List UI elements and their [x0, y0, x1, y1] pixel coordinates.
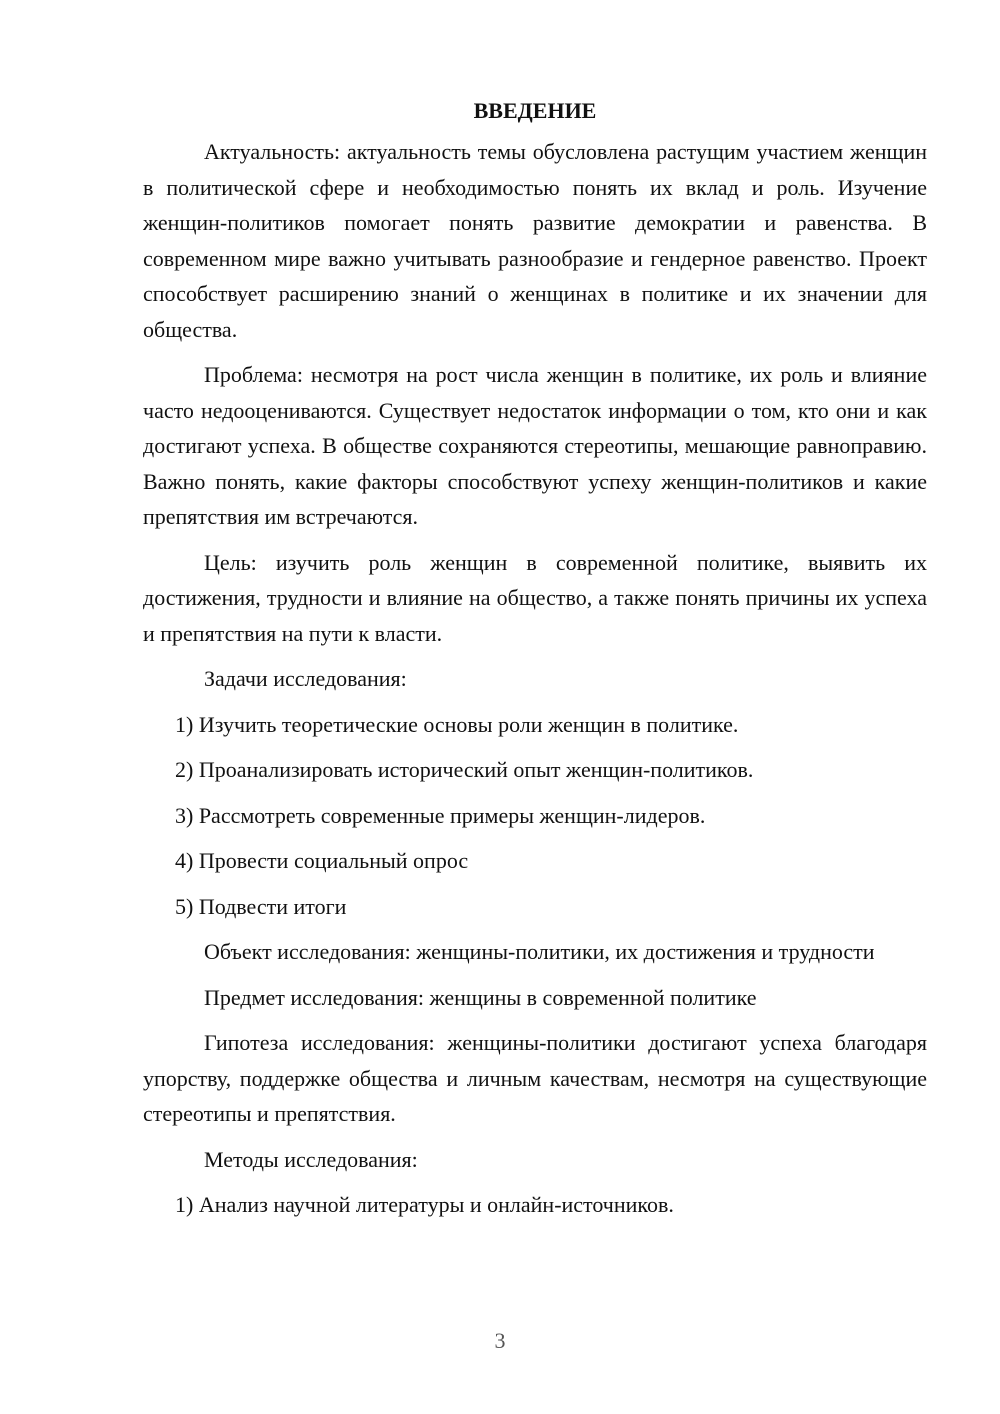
- hypothesis-paragraph: Гипотеза исследования: женщины-политики достигают успеха благодаря упорству, поддержке общества и личным качествам, несмотря на существующие стереотипы и препятствия.: [143, 1030, 927, 1126]
- task-item: 3) Рассмотреть современные примеры женщин-лидеров.: [175, 802, 706, 828]
- page-title: ВВЕДЕНИЕ: [473, 98, 597, 123]
- page-number: 3: [494, 1328, 506, 1353]
- task-item: 1) Изучить теоретические основы роли женщин в политике.: [175, 711, 739, 737]
- methods-heading: Методы исследования:: [204, 1146, 418, 1172]
- method-item: 1) Анализ научной литературы и онлайн-источников.: [175, 1192, 674, 1217]
- problem-paragraph: Проблема: несмотря на рост числа женщин в политике, их роль и влияние часто недооцениваются. Существует недостаток информации о том, кто они и как достигают успеха. В обществе сохраняются стереотипы, мешающие равноправию. Важно понять, какие факторы способствуют успеху женщин-политиков и какие препятствия им встречаются.: [143, 362, 927, 529]
- document-page: [143, 92, 927, 1233]
- goal-paragraph: Цель: изучить роль женщин в современной политике, выявить их достижения, трудности и влияние на общество, а также понять причины их успеха и препятствия на пути к власти.: [143, 549, 927, 646]
- tasks-heading: Задачи исследования:: [204, 666, 407, 691]
- subject-paragraph: Предмет исследования: женщины в современной политике: [204, 984, 757, 1010]
- task-item: 4) Провести социальный опрос: [175, 848, 469, 873]
- object-paragraph: Объект исследования: женщины-политики, их достижения и трудности: [204, 939, 875, 964]
- task-item: 5) Подвести итоги: [175, 893, 347, 919]
- relevance-paragraph: Актуальность: актуальность темы обусловлена растущим участием женщин в политической сфере и необходимостью понять их вклад и роль. Изучение женщин-политиков помогает понять развитие демократии и равенства. В современном мире важно учитывать разнообразие и гендерное равенство. Проект способствует расширению знаний о женщинах в политике и их значении для общества.: [143, 139, 927, 342]
- task-item: 2) Проанализировать исторический опыт женщин-политиков.: [175, 757, 754, 782]
